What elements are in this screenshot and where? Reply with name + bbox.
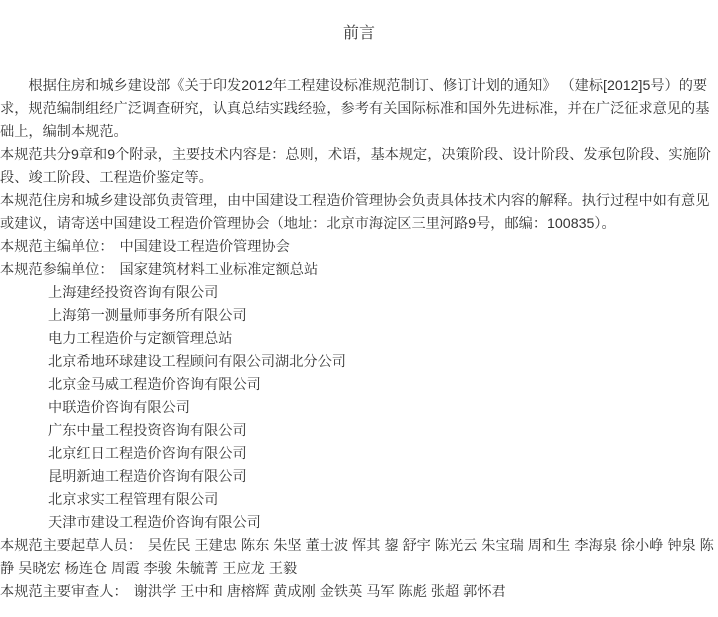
participating-unit-item: 上海第一测量师事务所有限公司 bbox=[48, 308, 247, 324]
participating-unit-item: 上海建经投资咨询有限公司 bbox=[48, 285, 219, 301]
participating-unit-item: 北京红日工程造价咨询有限公司 bbox=[48, 446, 247, 462]
participating-unit-item: 北京金马威工程造价咨询有限公司 bbox=[48, 377, 261, 393]
participating-unit-item: 电力工程造价与定额管理总站 bbox=[48, 331, 233, 347]
participating-unit-item: 中联造价咨询有限公司 bbox=[48, 400, 190, 416]
participating-unit-item: 昆明新迪工程造价咨询有限公司 bbox=[48, 469, 247, 485]
participating-unit-first: 国家建筑材料工业标准定额总站 bbox=[119, 262, 319, 278]
paragraph-contents: 本规范共分9章和9个附录，主要技术内容是：总则，术语，基本规定，决策阶段、设计阶段、发承包阶段、实施阶段、竣工阶段、工程造价鉴定等。 bbox=[0, 147, 711, 186]
reviewers-label: 本规范主要审查人： bbox=[0, 584, 128, 600]
preface-document bbox=[0, 22, 718, 604]
drafters-names: 吴佐民 王建忠 陈东 朱坚 董士波 恽其 鋆 舒宇 陈光云 朱宝瑞 周和生 李海泉 徐小峥 钟泉 陈静 吴晓宏 杨连仓 周霞 李骏 朱毓菁 王应龙 王毅 bbox=[0, 538, 714, 577]
participating-units-label: 本规范参编单位： bbox=[0, 262, 114, 278]
participating-unit-list bbox=[0, 282, 718, 535]
participating-unit-item: 北京求实工程管理有限公司 bbox=[48, 492, 219, 508]
paragraph-management: 本规范住房和城乡建设部负责管理，由中国建设工程造价管理协会负责具体技术内容的解释。执行过程中如有意见或建议，请寄送中国建设工程造价管理协会（地址：北京市海淀区三里河路9号，邮编：100835）。 bbox=[0, 193, 710, 232]
participating-unit-item: 北京希地环球建设工程顾问有限公司湖北分公司 bbox=[48, 354, 346, 370]
drafters-label: 本规范主要起草人员： bbox=[0, 538, 142, 554]
page-title: 前言 bbox=[342, 25, 375, 42]
drafters-line bbox=[0, 535, 718, 581]
chief-editing-unit-value: 中国建设工程造价管理协会 bbox=[119, 239, 290, 255]
paragraph-basis: 根据住房和城乡建设部《关于印发2012年工程建设标准规范制订、修订计划的通知》 （建标[2012]5号）的要求，规范编制组经广泛调查研究，认真总结实践经验，参考有关国际标准和国外先进标准，并在广泛征求意见的基础上，编制本规范。 bbox=[0, 78, 710, 140]
participating-unit-item: 广东中量工程投资咨询有限公司 bbox=[48, 423, 247, 439]
chief-editing-unit-line bbox=[0, 236, 718, 259]
participating-units-line bbox=[0, 259, 718, 282]
reviewers-line bbox=[0, 581, 718, 604]
chief-editing-unit-label: 本规范主编单位： bbox=[0, 239, 114, 255]
participating-unit-item: 天津市建设工程造价咨询有限公司 bbox=[48, 515, 261, 531]
reviewers-names: 谢洪学 王中和 唐榕辉 黄成刚 金铁英 马军 陈彪 张超 郭怀君 bbox=[133, 584, 506, 600]
